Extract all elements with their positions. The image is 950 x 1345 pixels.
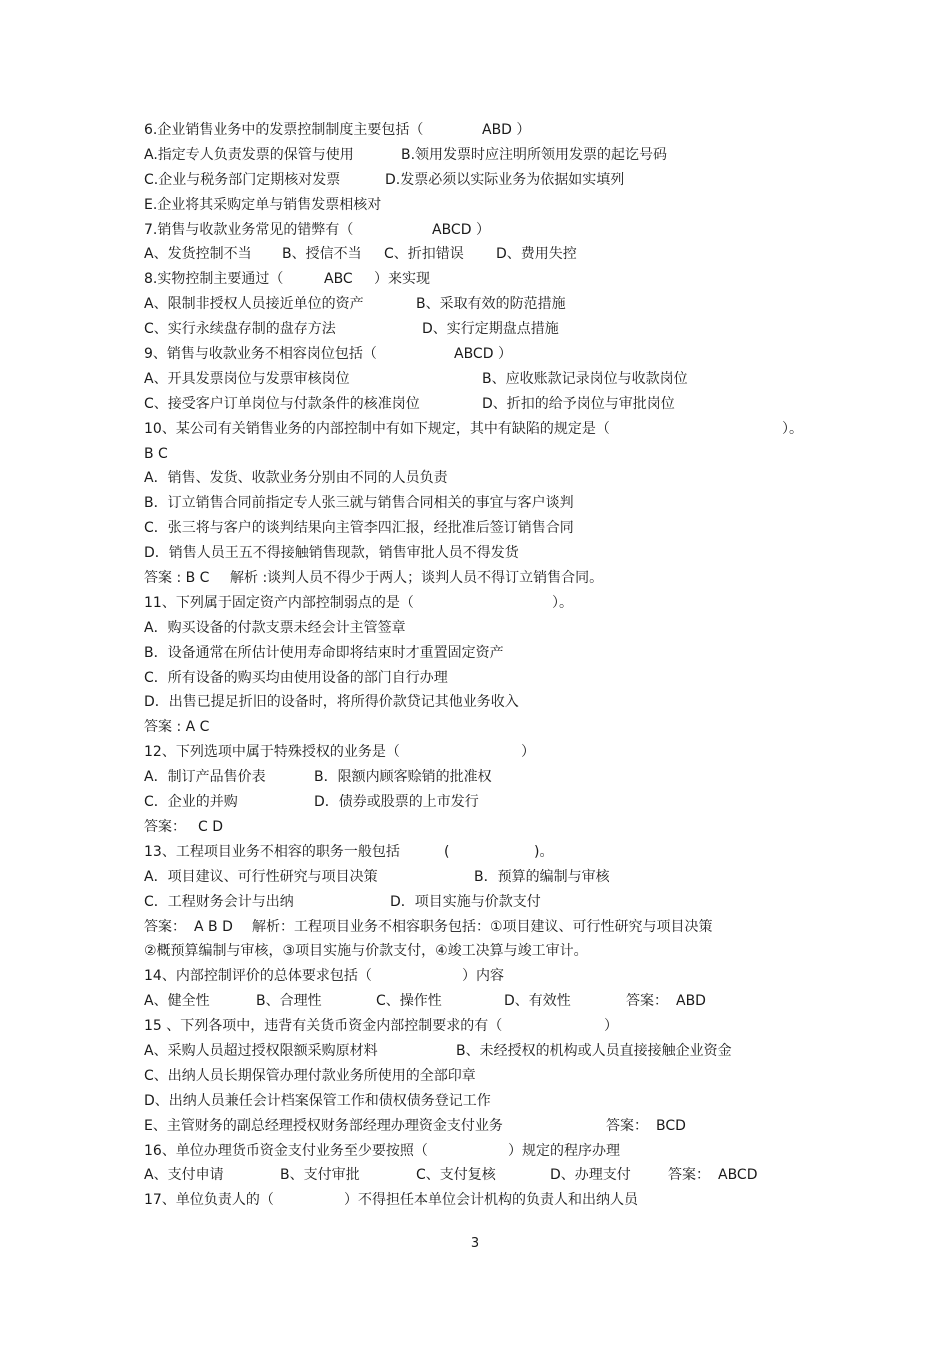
text-line (144, 1114, 824, 1139)
line-segment: D.发票必须以实际业务为依据如实填列 (385, 171, 625, 188)
text-line (144, 865, 824, 890)
question-text-block (144, 118, 824, 1213)
line-segment: )。 (534, 843, 554, 860)
line-segment: A、支付申请 (144, 1167, 224, 1184)
text-line (144, 1089, 824, 1114)
line-segment: B、采取有效的防范措施 (416, 296, 566, 313)
line-segment: A.指定专人负责发票的保管与使用 (144, 146, 354, 163)
line-segment: A、开具发票岗位与发票审核岗位 (144, 370, 350, 387)
line-segment: 9、销售与收款业务不相容岗位包括（ (144, 346, 377, 363)
text-line (144, 641, 824, 666)
text-line (144, 1014, 824, 1039)
text-line (144, 218, 824, 243)
line-segment: D、实行定期盘点措施 (422, 321, 559, 338)
line-segment: ） (604, 1018, 618, 1035)
line-segment: D．债券或股票的上市发行 (314, 794, 479, 811)
line-segment: B．预算的编制与审核 (474, 868, 610, 885)
text-line (144, 417, 824, 442)
line-segment: 答案： (668, 1167, 710, 1184)
line-segment: D、办理支付 (550, 1167, 631, 1184)
line-segment: B、支付审批 (280, 1167, 360, 1184)
line-segment: 12、下列选项中属于特殊授权的业务是（ (144, 744, 400, 761)
line-segment: ）。 (552, 594, 573, 611)
line-segment: 解析：工程项目业务不相容职务包括：①项目建议、可行性研究与项目决策 (252, 918, 713, 935)
text-line (144, 840, 824, 865)
page-number: 3 (470, 1236, 480, 1251)
text-line (144, 566, 824, 591)
text-line (144, 367, 824, 392)
text-line (144, 1064, 824, 1089)
line-segment: D．项目实施与价款支付 (390, 893, 541, 910)
text-line (144, 740, 824, 765)
text-line (144, 989, 824, 1014)
line-segment: A．项目建议、可行性研究与项目决策 (144, 868, 378, 885)
line-segment: E、主管财务的副总经理授权财务部经理办理资金支付业务 (144, 1117, 503, 1134)
line-segment: D、费用失控 (496, 246, 577, 263)
line-segment: 16、单位办理货币资金支付业务至少要按照（ (144, 1142, 428, 1159)
line-segment: C．企业的并购 (144, 794, 238, 811)
line-segment: ）来实现 (374, 271, 430, 288)
text-line (144, 317, 824, 342)
text-line (144, 1188, 824, 1213)
line-segment: ABD (676, 993, 706, 1010)
line-segment: C.企业与税务部门定期核对发票 (144, 171, 341, 188)
line-segment: C D (198, 818, 224, 835)
line-segment: B、应收账款记录岗位与收款岗位 (482, 370, 688, 387)
text-line (144, 442, 824, 467)
line-segment: C、折扣错误 (384, 246, 464, 263)
text-line (144, 541, 824, 566)
line-segment: A、限制非授权人员接近单位的资产 (144, 296, 364, 313)
text-line (144, 143, 824, 168)
text-line (144, 1139, 824, 1164)
line-segment: B、未经授权的机构或人员直接接触企业资金 (456, 1042, 732, 1059)
line-segment: A B D (194, 918, 233, 935)
line-segment: 答案 : B C (144, 570, 210, 587)
line-segment: B．订立销售合同前指定专人张三就与销售合同相关的事宜与客户谈判 (144, 495, 574, 512)
text-line (144, 242, 824, 267)
line-segment: 答案： (144, 918, 186, 935)
line-segment: 答案： (606, 1117, 648, 1134)
text-line (144, 118, 824, 143)
text-line (144, 292, 824, 317)
line-segment: 14、内部控制评价的总体要求包括（ (144, 968, 372, 985)
line-segment: C、操作性 (376, 993, 442, 1010)
line-segment: B、授信不当 (282, 246, 362, 263)
line-segment: ）规定的程序办理 (508, 1142, 620, 1159)
line-segment: 17、单位负责人的（ (144, 1192, 274, 1209)
line-segment: ABCD ） (454, 346, 512, 363)
text-line (144, 193, 824, 218)
line-segment: C、支付复核 (416, 1167, 496, 1184)
line-segment: ABCD ） (432, 221, 490, 238)
line-segment: ）内容 (462, 968, 504, 985)
text-line (144, 267, 824, 292)
text-line (144, 491, 824, 516)
line-segment: D、出纳人员兼任会计档案保管工作和债权债务登记工作 (144, 1092, 491, 1109)
line-segment: ） (521, 744, 535, 761)
line-segment: ( (444, 843, 450, 860)
line-segment: ABCD (718, 1167, 758, 1184)
line-segment: A、健全性 (144, 993, 210, 1010)
line-segment: D、有效性 (504, 993, 571, 1010)
text-line (144, 516, 824, 541)
line-segment: C．所有设备的购买均由使用设备的部门自行办理 (144, 669, 448, 686)
line-segment: 15 、下列各项中，违背有关货币资金内部控制要求的有（ (144, 1018, 503, 1035)
line-segment: E.企业将其采购定单与销售发票相核对 (144, 196, 382, 213)
line-segment: C、实行永续盘存制的盘存方法 (144, 321, 336, 338)
line-segment: A、发货控制不当 (144, 246, 252, 263)
line-segment: 8.实物控制主要通过（ (144, 271, 284, 288)
line-segment: ②概预算编制与审核，③项目实施与价款支付，④竣工决算与竣工审计。 (144, 943, 588, 960)
line-segment: B．限额内顾客赊销的批准权 (314, 769, 492, 786)
text-line (144, 1039, 824, 1064)
text-line (144, 392, 824, 417)
text-line (144, 765, 824, 790)
line-segment: D、折扣的给予岗位与审批岗位 (482, 395, 675, 412)
text-line (144, 915, 824, 940)
line-segment: A．购买设备的付款支票未经会计主管签章 (144, 619, 406, 636)
line-segment: B．设备通常在所估计使用寿命即将结束时才重置固定资产 (144, 644, 504, 661)
line-segment: A．销售、发货、收款业务分别由不同的人员负责 (144, 470, 448, 487)
text-line (144, 168, 824, 193)
line-segment: 答案 : A C (144, 719, 210, 736)
line-segment: D．出售已提足折旧的设备时，将所得价款贷记其他业务收入 (144, 694, 519, 711)
line-segment: ）不得担任本单位会计机构的负责人和出纳人员 (344, 1192, 638, 1209)
text-line (144, 890, 824, 915)
line-segment: B C (144, 445, 168, 462)
line-segment: B.领用发票时应注明所领用发票的起讫号码 (401, 146, 668, 163)
text-line (144, 815, 824, 840)
line-segment: 6.企业销售业务中的发票控制制度主要包括（ (144, 122, 424, 138)
line-segment: B、合理性 (256, 993, 322, 1010)
text-line (144, 466, 824, 491)
text-line (144, 715, 824, 740)
text-line (144, 790, 824, 815)
line-segment: 7.销售与收款业务常见的错弊有（ (144, 221, 354, 238)
text-line (144, 591, 824, 616)
line-segment: 11、下列属于固定资产内部控制弱点的是（ (144, 594, 414, 611)
text-line (144, 939, 824, 964)
line-segment: D．销售人员王五不得接触销售现款，销售审批人员不得发货 (144, 545, 519, 562)
text-line (144, 342, 824, 367)
line-segment: BCD (656, 1117, 686, 1134)
line-segment: C、出纳人员长期保管办理付款业务所使用的全部印章 (144, 1067, 476, 1084)
text-line (144, 666, 824, 691)
line-segment: C．张三将与客户的谈判结果向主管李四汇报，经批准后签订销售合同 (144, 520, 574, 537)
line-segment: 解析 :谈判人员不得少于两人；谈判人员不得订立销售合同。 (230, 570, 604, 587)
line-segment: C、接受客户订单岗位与付款条件的核准岗位 (144, 395, 420, 412)
line-segment: A、采购人员超过授权限额采购原材料 (144, 1042, 378, 1059)
line-segment: ABD ） (482, 122, 531, 138)
line-segment: A．制订产品售价表 (144, 769, 266, 786)
line-segment: 13、工程项目业务不相容的职务一般包括 (144, 843, 400, 860)
line-segment: ）。 (782, 420, 803, 437)
line-segment: ABC (324, 271, 353, 288)
text-line (144, 1163, 824, 1188)
text-line (144, 616, 824, 641)
line-segment: C．工程财务会计与出纳 (144, 893, 294, 910)
line-segment: 10、某公司有关销售业务的内部控制中有如下规定，其中有缺陷的规定是（ (144, 420, 610, 437)
line-segment: 答案： (626, 993, 668, 1010)
text-line (144, 964, 824, 989)
text-line (144, 690, 824, 715)
line-segment: 答案： (144, 818, 186, 835)
